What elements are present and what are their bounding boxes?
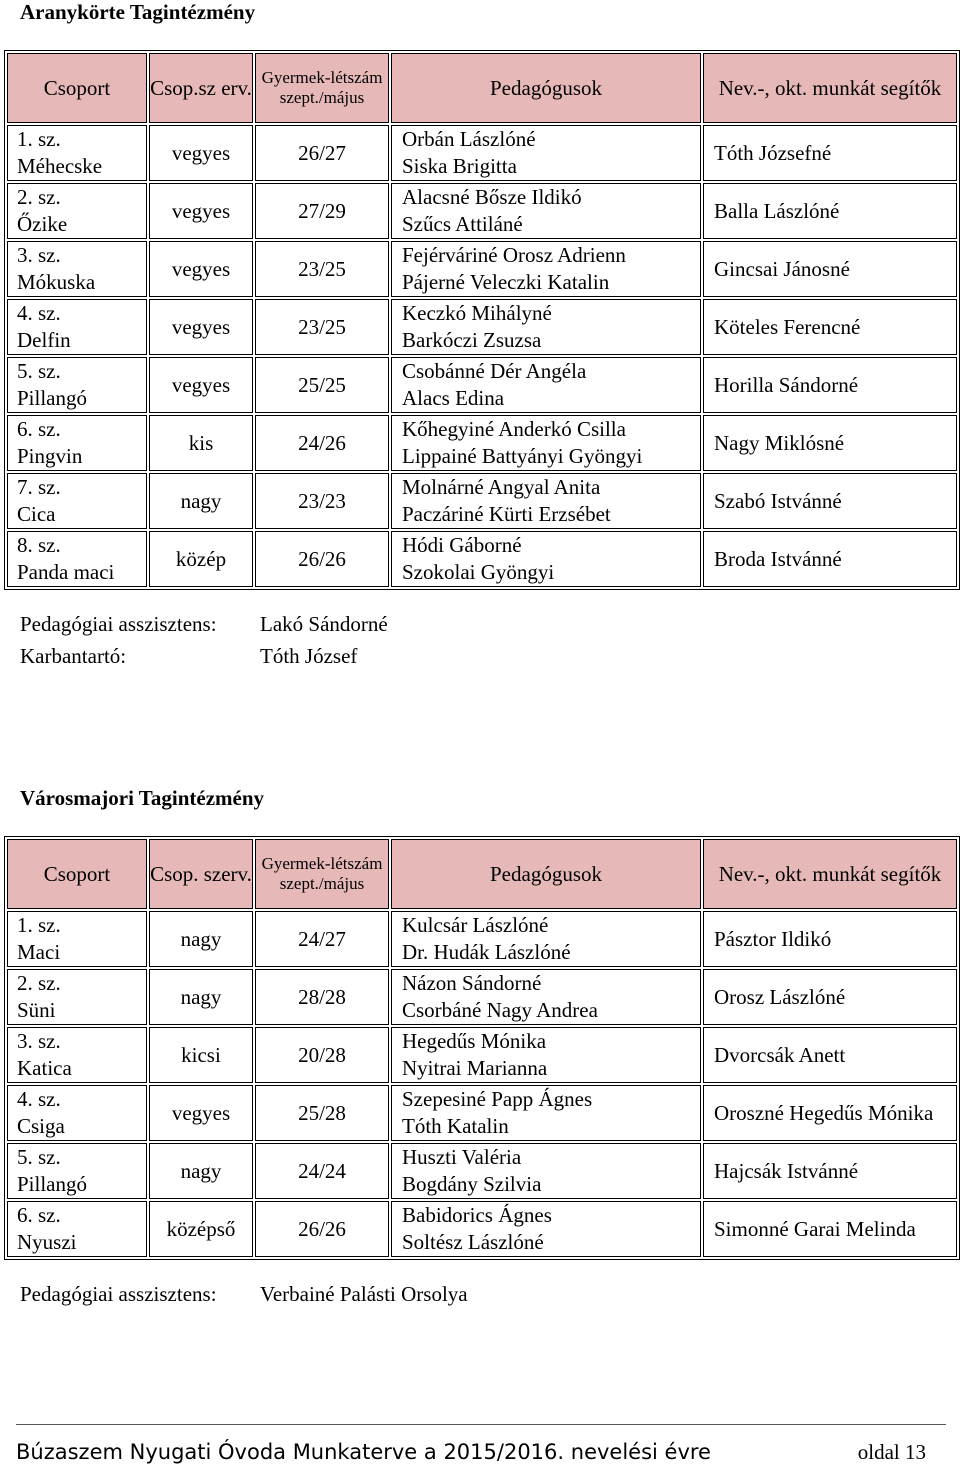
helper-cell <box>703 299 957 355</box>
helper-name: Szabó Istvánné <box>714 488 842 513</box>
teachers-cell <box>391 125 701 181</box>
group-type-cell: nagy <box>149 911 253 967</box>
child-count-cell: 23/25 <box>255 299 389 355</box>
staff-line <box>20 608 388 640</box>
teachers-cell <box>391 241 701 297</box>
group-cell <box>7 531 147 587</box>
teacher-name: Szepesiné Papp Ágnes <box>402 1087 593 1111</box>
staff-label: Pedagógiai asszisztens: <box>20 612 217 636</box>
header-count: Gyermek-létszám szept./május <box>255 839 389 909</box>
helper-name: Broda Istvánné <box>714 546 842 571</box>
child-count-cell: 25/25 <box>255 357 389 413</box>
teacher-name: Molnárné Angyal Anita <box>402 475 601 499</box>
group-type-cell: vegyes <box>149 299 253 355</box>
group-type-cell: középső <box>149 1201 253 1257</box>
teacher-name: Barkóczi Zsuzsa <box>402 328 542 352</box>
table-row <box>7 911 957 967</box>
teacher-name: Názon Sándorné <box>402 971 542 995</box>
page-footer <box>16 1424 946 1465</box>
helper-name: Orosz Lászlóné <box>714 984 846 1009</box>
group-type-cell: nagy <box>149 969 253 1025</box>
table-row <box>7 183 957 239</box>
teacher-name: Nyitrai Marianna <box>402 1056 548 1080</box>
helper-cell <box>703 1027 957 1083</box>
group-type-cell: vegyes <box>149 1085 253 1141</box>
helper-cell <box>703 1143 957 1199</box>
group-cell <box>7 357 147 413</box>
staff-line <box>20 1278 468 1310</box>
teachers-cell <box>391 1143 701 1199</box>
group-name-line: Pillangó <box>17 1172 88 1196</box>
group-cell <box>7 183 147 239</box>
group-type-cell: vegyes <box>149 241 253 297</box>
helper-cell <box>703 911 957 967</box>
groups-table <box>4 50 960 590</box>
header-teachers: Pedagógusok <box>391 839 701 909</box>
teacher-name: Kulcsár Lászlóné <box>402 913 549 937</box>
group-cell <box>7 1201 147 1257</box>
child-count-cell: 24/24 <box>255 1143 389 1199</box>
group-name-line: 5. sz. <box>17 359 61 383</box>
teacher-name: Szűcs Attiláné <box>402 212 523 236</box>
group-type-cell: vegyes <box>149 125 253 181</box>
teacher-name: Huszti Valéria <box>402 1145 522 1169</box>
helper-name: Pásztor Ildikó <box>714 926 832 951</box>
group-cell <box>7 241 147 297</box>
header-helpers: Nev.-, okt. munkát segítők <box>703 839 957 909</box>
group-type-cell: közép <box>149 531 253 587</box>
group-name-line: 2. sz. <box>17 185 61 209</box>
group-name-line: Maci <box>17 940 61 964</box>
teacher-name: Bogdány Szilvia <box>402 1172 542 1196</box>
teacher-name: Hódi Gáborné <box>402 533 522 557</box>
child-count-cell: 27/29 <box>255 183 389 239</box>
teachers-cell <box>391 1201 701 1257</box>
helper-name: Simonné Garai Melinda <box>714 1216 916 1241</box>
group-name-line: Süni <box>17 998 56 1022</box>
section-title: Városmajori Tagintézmény <box>20 786 265 810</box>
group-name-line: 2. sz. <box>17 971 61 995</box>
helper-name: Oroszné Hegedűs Mónika <box>714 1100 934 1125</box>
child-count-cell: 24/26 <box>255 415 389 471</box>
teacher-name: Szokolai Gyöngyi <box>402 560 555 584</box>
group-name-line: 7. sz. <box>17 475 61 499</box>
teachers-cell <box>391 969 701 1025</box>
teacher-name: Keczkó Mihályné <box>402 301 552 325</box>
staff-line <box>20 640 357 672</box>
table-row <box>7 1085 957 1141</box>
group-cell <box>7 1027 147 1083</box>
helper-cell <box>703 531 957 587</box>
table-row <box>7 1143 957 1199</box>
helper-name: Hajcsák Istvánné <box>714 1158 859 1183</box>
group-cell <box>7 911 147 967</box>
group-type-cell: nagy <box>149 473 253 529</box>
header-type: Csop.sz erv. <box>149 53 253 123</box>
helper-cell <box>703 969 957 1025</box>
child-count-cell: 26/26 <box>255 1201 389 1257</box>
group-cell <box>7 415 147 471</box>
table-row <box>7 415 957 471</box>
group-cell <box>7 969 147 1025</box>
child-count-cell: 23/25 <box>255 241 389 297</box>
helper-cell <box>703 415 957 471</box>
group-name-line: 6. sz. <box>17 417 61 441</box>
teacher-name: Alacs Edina <box>402 386 505 410</box>
teacher-name: Hegedűs Mónika <box>402 1029 547 1053</box>
teacher-name: Dr. Hudák Lászlóné <box>402 940 571 964</box>
group-type-cell: vegyes <box>149 183 253 239</box>
group-name-line: 8. sz. <box>17 533 61 557</box>
header-teachers: Pedagógusok <box>391 53 701 123</box>
teachers-cell <box>391 531 701 587</box>
helper-name: Nagy Miklósné <box>714 430 845 455</box>
child-count-cell: 28/28 <box>255 969 389 1025</box>
table-row <box>7 969 957 1025</box>
group-name-line: 4. sz. <box>17 301 61 325</box>
teacher-name: Soltész Lászlóné <box>402 1230 544 1254</box>
section-title: Aranykörte Tagintézmény <box>20 0 256 24</box>
staff-name: Tóth József <box>260 644 358 668</box>
group-name-line: Cica <box>17 502 56 526</box>
helper-cell <box>703 1085 957 1141</box>
teacher-name: Fejérváriné Orosz Adrienn <box>402 243 626 267</box>
table-row <box>7 531 957 587</box>
group-name-line: Csiga <box>17 1114 65 1138</box>
helper-name: Gincsai Jánosné <box>714 256 850 281</box>
group-type-cell: kicsi <box>149 1027 253 1083</box>
group-name-line: 6. sz. <box>17 1203 61 1227</box>
teachers-cell <box>391 357 701 413</box>
teacher-name: Csorbáné Nagy Andrea <box>402 998 598 1022</box>
helper-cell <box>703 473 957 529</box>
helper-cell <box>703 241 957 297</box>
group-name-line: 4. sz. <box>17 1087 61 1111</box>
header-count: Gyermek-létszám szept./május <box>255 53 389 123</box>
teachers-cell <box>391 415 701 471</box>
group-cell <box>7 473 147 529</box>
teacher-name: Babidorics Ágnes <box>402 1203 552 1227</box>
group-cell <box>7 1143 147 1199</box>
page-number: oldal 13 <box>857 1440 926 1464</box>
group-name-line: 3. sz. <box>17 1029 61 1053</box>
child-count-cell: 23/23 <box>255 473 389 529</box>
teacher-name: Pájerné Veleczki Katalin <box>402 270 610 294</box>
helper-cell <box>703 183 957 239</box>
group-name-line: 1. sz. <box>17 127 61 151</box>
child-count-cell: 20/28 <box>255 1027 389 1083</box>
teacher-name: Alacsné Bősze Ildikó <box>402 185 582 209</box>
teachers-cell <box>391 299 701 355</box>
header-group: Csoport <box>7 53 147 123</box>
teacher-name: Siska Brigitta <box>402 154 517 178</box>
group-name-line: Mókuska <box>17 270 96 294</box>
group-cell <box>7 125 147 181</box>
group-type-cell: kis <box>149 415 253 471</box>
group-name-line: Katica <box>17 1056 72 1080</box>
teacher-name: Paczáriné Kürti Erzsébet <box>402 502 611 526</box>
groups-table <box>4 836 960 1260</box>
table-row <box>7 1201 957 1257</box>
group-type-cell: nagy <box>149 1143 253 1199</box>
header-helpers: Nev.-, okt. munkát segítők <box>703 53 957 123</box>
group-name-line: Pillangó <box>17 386 88 410</box>
teachers-cell <box>391 911 701 967</box>
teacher-name: Lippainé Battyányi Gyöngyi <box>402 444 643 468</box>
staff-label: Karbantartó: <box>20 644 127 668</box>
teachers-cell <box>391 1027 701 1083</box>
helper-cell <box>703 1201 957 1257</box>
child-count-cell: 26/26 <box>255 531 389 587</box>
helper-name: Köteles Ferencné <box>714 314 861 339</box>
staff-name: Lakó Sándorné <box>260 612 388 636</box>
group-name-line: Panda maci <box>17 560 115 584</box>
header-type: Csop. szerv. <box>149 839 253 909</box>
table-row <box>7 299 957 355</box>
teachers-cell <box>391 473 701 529</box>
helper-cell <box>703 125 957 181</box>
table-row <box>7 357 957 413</box>
footer-text: Búzaszem Nyugati Óvoda Munkaterve a 2015/2016. nevelési évre <box>16 1440 711 1464</box>
teacher-name: Kőhegyiné Anderkó Csilla <box>402 417 626 441</box>
group-name-line: 1. sz. <box>17 913 61 937</box>
group-name-line: Pingvin <box>17 444 83 468</box>
helper-name: Balla Lászlóné <box>714 198 840 223</box>
table-row <box>7 125 957 181</box>
group-name-line: Méhecske <box>17 154 103 178</box>
group-name-line: Őzike <box>17 212 68 236</box>
table-row <box>7 473 957 529</box>
staff-label: Pedagógiai asszisztens: <box>20 1282 217 1306</box>
teacher-name: Orbán Lászlóné <box>402 127 536 151</box>
child-count-cell: 24/27 <box>255 911 389 967</box>
child-count-cell: 26/27 <box>255 125 389 181</box>
group-cell <box>7 299 147 355</box>
helper-name: Dvorcsák Anett <box>714 1042 846 1067</box>
helper-cell <box>703 357 957 413</box>
group-cell <box>7 1085 147 1141</box>
group-name-line: 5. sz. <box>17 1145 61 1169</box>
header-group: Csoport <box>7 839 147 909</box>
teachers-cell <box>391 183 701 239</box>
helper-name: Horilla Sándorné <box>714 372 859 397</box>
group-name-line: 3. sz. <box>17 243 61 267</box>
staff-name: Verbainé Palásti Orsolya <box>260 1282 468 1306</box>
table-row <box>7 1027 957 1083</box>
teacher-name: Csobánné Dér Angéla <box>402 359 587 383</box>
group-name-line: Nyuszi <box>17 1230 77 1254</box>
teachers-cell <box>391 1085 701 1141</box>
helper-name: Tóth Józsefné <box>714 140 832 165</box>
table-row <box>7 241 957 297</box>
teacher-name: Tóth Katalin <box>402 1114 509 1138</box>
group-type-cell: vegyes <box>149 357 253 413</box>
child-count-cell: 25/28 <box>255 1085 389 1141</box>
group-name-line: Delfin <box>17 328 71 352</box>
